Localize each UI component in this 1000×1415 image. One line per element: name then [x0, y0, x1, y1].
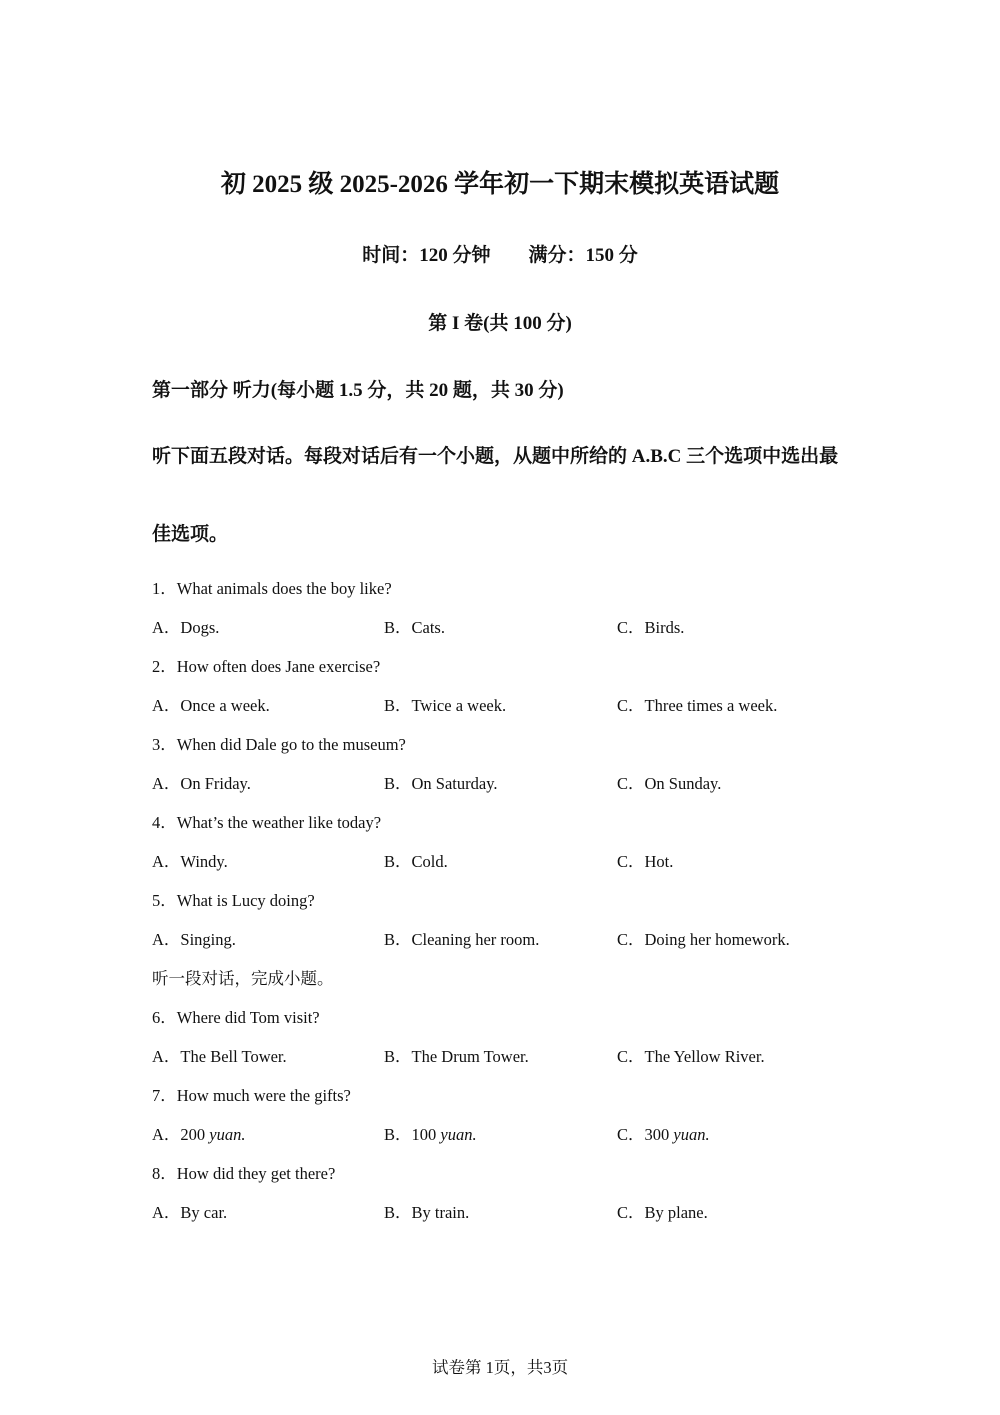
- option-b-unit: yuan.: [440, 1125, 477, 1144]
- sub-instruction: 听一段对话，完成小题。: [152, 969, 334, 988]
- option-a: [152, 1122, 246, 1148]
- option-a: A．By car.: [152, 1203, 228, 1222]
- option-c: C．Birds.: [617, 618, 685, 637]
- question-stem: 8．How did they get there?: [152, 1164, 336, 1183]
- option-a: A．Once a week.: [152, 696, 270, 715]
- option-c: C．By plane.: [617, 1203, 708, 1222]
- option-a-unit: yuan.: [209, 1125, 246, 1144]
- option-b: B．The Drum Tower.: [384, 1047, 529, 1066]
- question-options: [152, 927, 852, 966]
- listening-instruction: 听下面五段对话。每段对话后有一个小题，从题中所给的 A.B.C 三个选项中选出最佳选项。: [152, 446, 839, 545]
- option-a: A．Windy.: [152, 852, 228, 871]
- option-b: B．By train.: [384, 1203, 470, 1222]
- option-c: C．The Yellow River.: [617, 1047, 765, 1066]
- option-c-amount: C．300: [617, 1125, 674, 1144]
- question-stem: 3．When did Dale go to the museum?: [152, 735, 406, 754]
- question-options: [152, 1122, 852, 1161]
- option-c: C．Hot.: [617, 852, 674, 871]
- question-stem: 4．What’s the weather like today?: [152, 813, 382, 832]
- question-stem: 6．Where did Tom visit?: [152, 1008, 320, 1027]
- volume-heading: 第 I 卷(共 100 分): [428, 313, 572, 334]
- option-a-amount: A．200: [152, 1125, 210, 1144]
- option-b: B．Cleaning her room.: [384, 930, 540, 949]
- option-a: A．The Bell Tower.: [152, 1047, 287, 1066]
- option-c: C．Doing her homework.: [617, 930, 790, 949]
- option-c-unit: yuan.: [673, 1125, 710, 1144]
- question-options: [152, 849, 852, 888]
- page-footer: 试卷第 1页，共3页: [431, 1358, 569, 1377]
- option-b: B．Twice a week.: [384, 696, 507, 715]
- question-options: [152, 615, 852, 654]
- option-b: B．On Saturday.: [384, 774, 498, 793]
- option-c: C．Three times a week.: [617, 696, 778, 715]
- question-options: [152, 1044, 852, 1083]
- option-b: [384, 1122, 477, 1148]
- question-options: [152, 1200, 852, 1239]
- part-one-heading: 第一部分 听力(每小题 1.5 分，共 20 题，共 30 分): [152, 380, 564, 401]
- exam-title: 初 2025 级 2025-2026 学年初一下期末模拟英语试题: [220, 171, 780, 198]
- option-a: A．Singing.: [152, 930, 236, 949]
- question-list: [152, 576, 852, 1239]
- question-stem: 2．How often does Jane exercise?: [152, 657, 381, 676]
- question-stem: 1．What animals does the boy like?: [152, 579, 392, 598]
- option-a: A．On Friday.: [152, 774, 251, 793]
- option-c: [617, 1122, 710, 1148]
- question-options: [152, 771, 852, 810]
- option-b: B．Cats.: [384, 618, 445, 637]
- question-stem: 7．How much were the gifts?: [152, 1086, 351, 1105]
- option-b: B．Cold.: [384, 852, 448, 871]
- question-options: [152, 693, 852, 732]
- option-c: C．On Sunday.: [617, 774, 722, 793]
- question-stem: 5．What is Lucy doing?: [152, 891, 315, 910]
- exam-time-score: 时间：120 分钟 满分：150 分: [362, 245, 638, 266]
- option-a: A．Dogs.: [152, 618, 220, 637]
- option-b-amount: B．100: [384, 1125, 441, 1144]
